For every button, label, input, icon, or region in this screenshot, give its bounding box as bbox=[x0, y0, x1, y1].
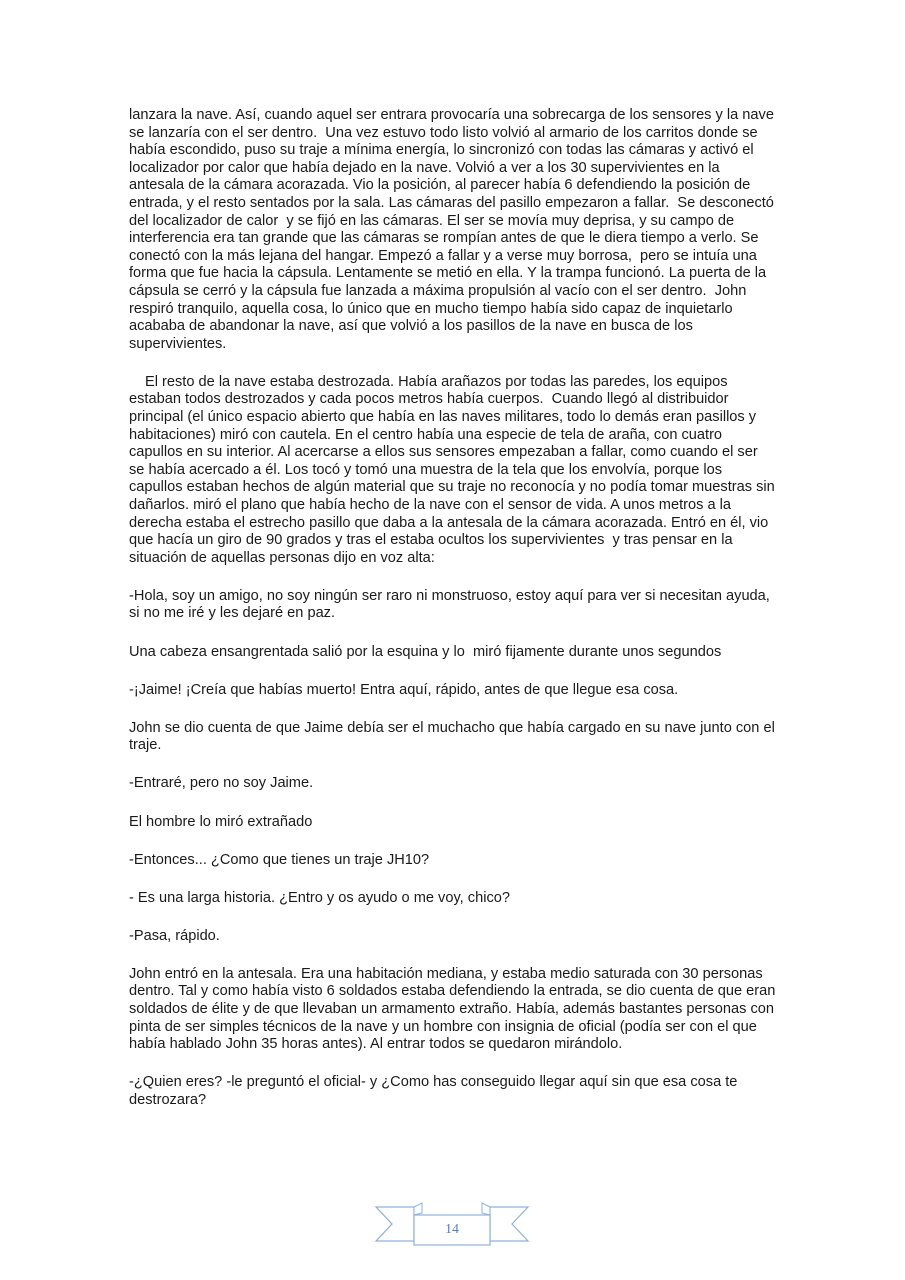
dialogue-paragraph: -Entonces... ¿Como que tienes un traje JH10? bbox=[129, 851, 430, 868]
dialogue-paragraph: -Pasa, rápido. bbox=[129, 927, 220, 944]
paragraph: lanzara la nave. Así, cuando aquel ser entrara provocaría una sobrecarga de los sensores y la nave se lanzaría con el ser dentro. Una vez estuvo todo listo volvió al armario de los carritos donde se había escondido, puso su traje a mínima energía, lo sincronizó con todas las cámaras y activó el localizador por calor que había dejado en la nave. Volvió a ver a los 30 supervivientes en la antesala de la cámara acorazada. Vio la posición, al parecer había 6 defendiendo la posición de entrada, y el resto sentados por la sala. Las cámaras del pasillo empezaron a fallar. Se desconectó del localizador de calor y se fijó en las cámaras. El ser se movía muy deprisa, y su campo de interferencia era tan grande que las cámaras se rompían antes de que le diera tiempo a verlo. Se conectó con la más lejana del hangar. Empezó a fallar y a verse muy borrosa, pero se intuía una forma que fue hacia la cápsula. Lentamente se metió en ella. Y la trampa funcionó. La puerta de la cápsula se cerró y la cápsula fue lanzada a máxima propulsión al vacío con el ser dentro. John respiró tranquilo, aquella cosa, lo único que en mucho tiempo había sido capaz de inquietarlo acababa de abandonar la nave, así que volvió a los pasillos de la nave en busca de los supervivientes. bbox=[129, 107, 779, 352]
page-number-ribbon bbox=[372, 1201, 532, 1251]
page-number: 14 bbox=[445, 1222, 459, 1237]
paragraph: El hombre lo miró extrañado bbox=[129, 813, 313, 830]
dialogue-paragraph: -¿Quien eres? -le preguntó el oficial- y ¿Como has conseguido llegar aquí sin que esa cosa te destrozara? bbox=[129, 1074, 742, 1108]
paragraph: John entró en la antesala. Era una habitación mediana, y estaba medio saturada con 30 personas dentro. Tal y como había visto 6 soldados estaba defendiendo la entrada, se dio cuenta de que eran soldados de élite y de que llevaban un armamento extraño. Había, además bastantes personas con pinta de ser simples técnicos de la nave y un hombre con insignia de oficial (podía ser con el que había hablado John 35 horas antes). Al entrar todos se quedaron mirándolo. bbox=[129, 965, 780, 1053]
dialogue-paragraph: -Hola, soy un amigo, no soy ningún ser raro ni monstruoso, estoy aquí para ver si necesitan ayuda, si no me iré y les dejaré en paz. bbox=[129, 587, 774, 622]
dialogue-paragraph: - Es una larga historia. ¿Entro y os ayudo o me voy, chico? bbox=[129, 889, 510, 906]
paragraph: John se dio cuenta de que Jaime debía ser el muchacho que había cargado en su nave junto con el traje. bbox=[129, 719, 779, 754]
dialogue-paragraph: -¡Jaime! ¡Creía que habías muerto! Entra aquí, rápido, antes de que llegue esa cosa. bbox=[129, 681, 679, 698]
dialogue-paragraph: -Entraré, pero no soy Jaime. bbox=[129, 775, 314, 792]
paragraph: El resto de la nave estaba destrozada. Había arañazos por todas las paredes, los equipos estaban todos destrozados y cada pocos metros había cuerpos. Cuando llegó al distribuidor principal (el único espacio abierto que había en las naves militares, todo lo demás eran pasillos y habitaciones) miró con cautela. En el centro había una especie de tela de araña, con cuatro capullos en su interior. Al acercarse a ellos sus sensores empezaban a fallar, como cuando el ser se había acercado a él. Los tocó y tomó una muestra de la tela que los envolvía, porque los capullos estaban hechos de algún material que su traje no reconocía y no podía tomar muestras sin dañarlos. miró el plano que había hecho de la nave con el sensor de vida. A unos metros a la derecha estaba el estrecho pasillo que daba a la antesala de la cámara acorazada. Entró en él, vio que hacía un giro de 90 grados y tras el estaba ocultos los supervivientes y tras pensar en la situación de aquellas personas dijo en voz alta: bbox=[129, 373, 779, 566]
page-body bbox=[129, 107, 780, 1130]
paragraph: Una cabeza ensangrentada salió por la esquina y lo miró fijamente durante unos segundos bbox=[129, 643, 722, 660]
